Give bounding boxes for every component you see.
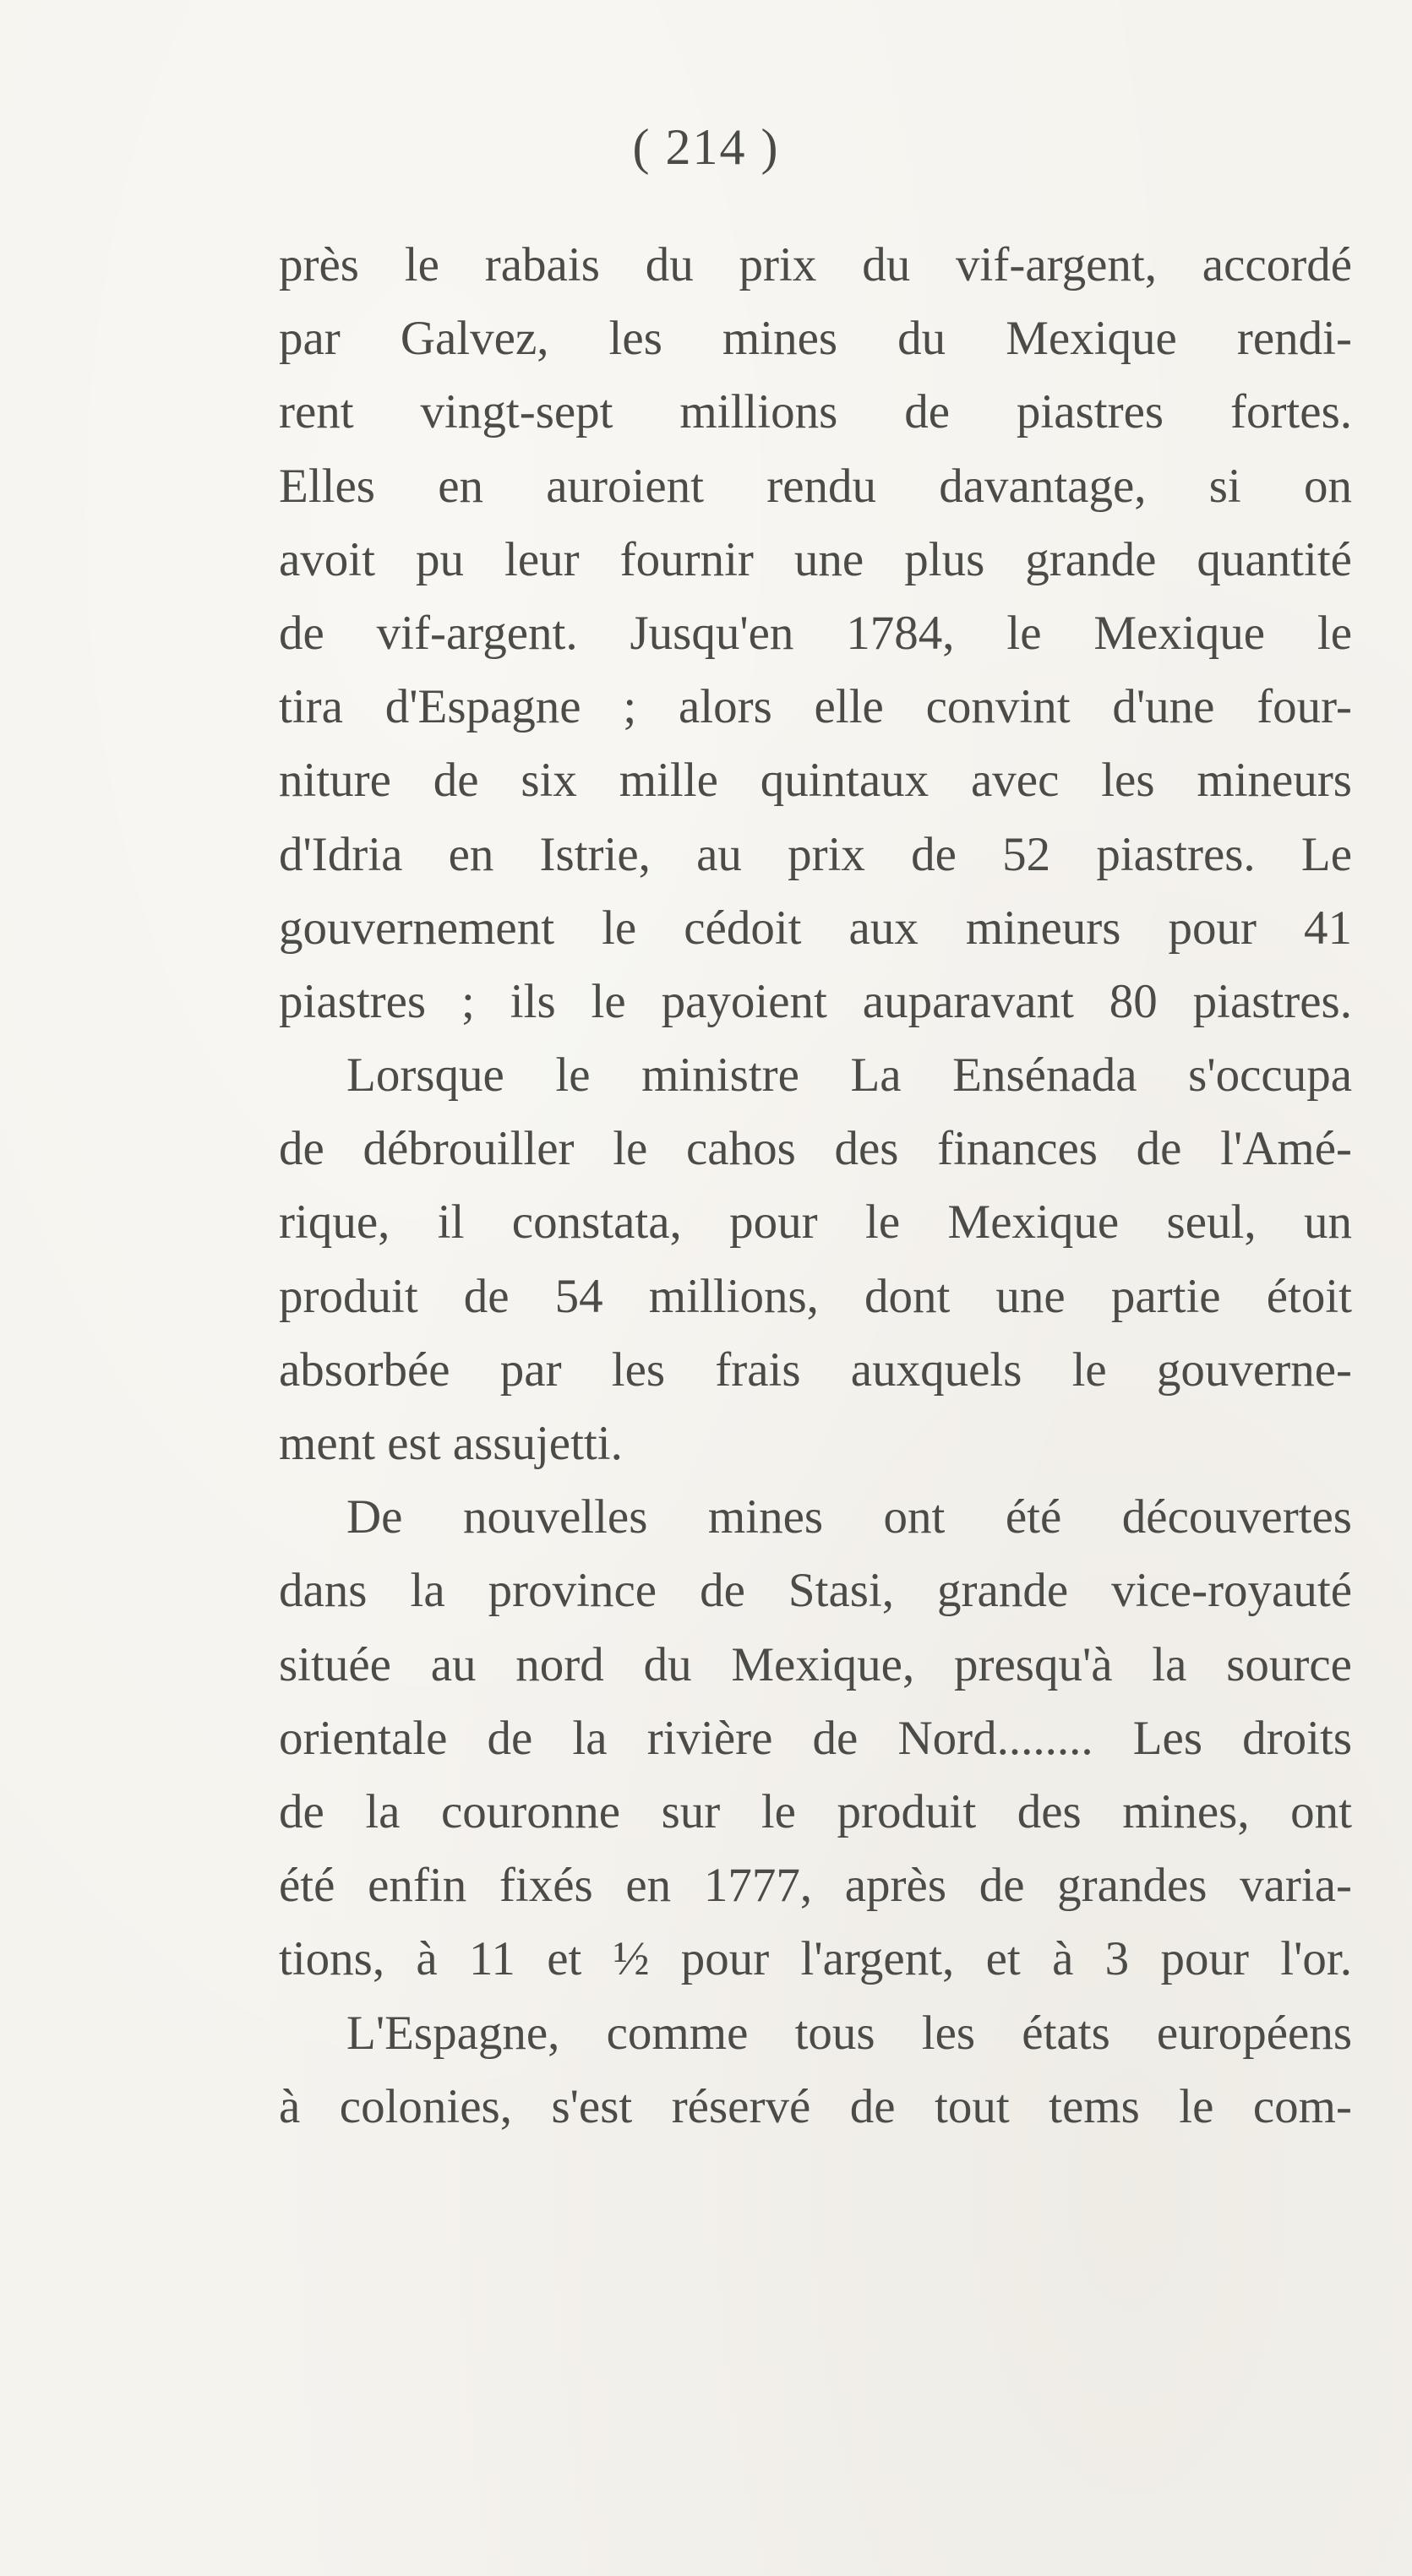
- page-number: ( 214 ): [632, 119, 780, 175]
- text-line: absorbée par les frais auxquels le gouverne-: [279, 1342, 1352, 1397]
- text-line: gouvernement le cédoit aux mineurs pour 41: [279, 901, 1352, 955]
- paragraph-start-line: Lorsque le ministre La Ensénada s'occupa: [346, 1048, 1352, 1103]
- text-line: tions, à 11 et ½ pour l'argent, et à 3 pour l'or.: [279, 1932, 1352, 1986]
- text-line: de la couronne sur le produit des mines, ont: [279, 1784, 1352, 1838]
- text-line: près le rabais du prix du vif-argent, accordé: [279, 238, 1352, 291]
- text-line: rique, il constata, pour le Mexique seul, un: [279, 1195, 1352, 1250]
- body-text: [279, 228, 1352, 2143]
- text-line: dans la province de Stasi, grande vice-royauté: [279, 1564, 1352, 1618]
- text-line: été enfin fixés en 1777, après de grandes varia-: [279, 1859, 1352, 1913]
- text-line: avoit pu leur fournir une plus grande quantité: [279, 532, 1352, 586]
- text-line: rent vingt-sept millions de piastres fortes.: [279, 385, 1352, 439]
- text-line: piastres ; ils le payoient auparavant 80 piastres.: [279, 974, 1352, 1028]
- text-line: située au nord du Mexique, presqu'à la source: [279, 1637, 1352, 1691]
- text-line: à colonies, s'est réservé de tout tems le com-: [279, 2079, 1352, 2133]
- text-line: d'Idria en Istrie, au prix de 52 piastres. Le: [279, 827, 1352, 881]
- text-line: par Galvez, les mines du Mexique rendi-: [279, 312, 1352, 366]
- text-line: niture de six mille quintaux avec les mineurs: [279, 754, 1352, 808]
- paragraph-end-line: ment est assujetti.: [279, 1417, 623, 1470]
- text-line: Elles en auroient rendu davantage, si on: [279, 459, 1352, 513]
- text-line: de débrouiller le cahos des finances de l'Amé-: [279, 1122, 1352, 1176]
- text-line: de vif-argent. Jusqu'en 1784, le Mexique le: [279, 606, 1352, 660]
- text-line: orientale de la rivière de Nord........ Les droits: [279, 1711, 1352, 1765]
- text-line: tira d'Espagne ; alors elle convint d'une four-: [279, 680, 1352, 734]
- paragraph-start-line: De nouvelles mines ont été découvertes: [346, 1490, 1352, 1544]
- paragraph-start-line: L'Espagne, comme tous les états européens: [346, 2006, 1352, 2060]
- text-line: produit de 54 millions, dont une partie étoit: [279, 1269, 1352, 1323]
